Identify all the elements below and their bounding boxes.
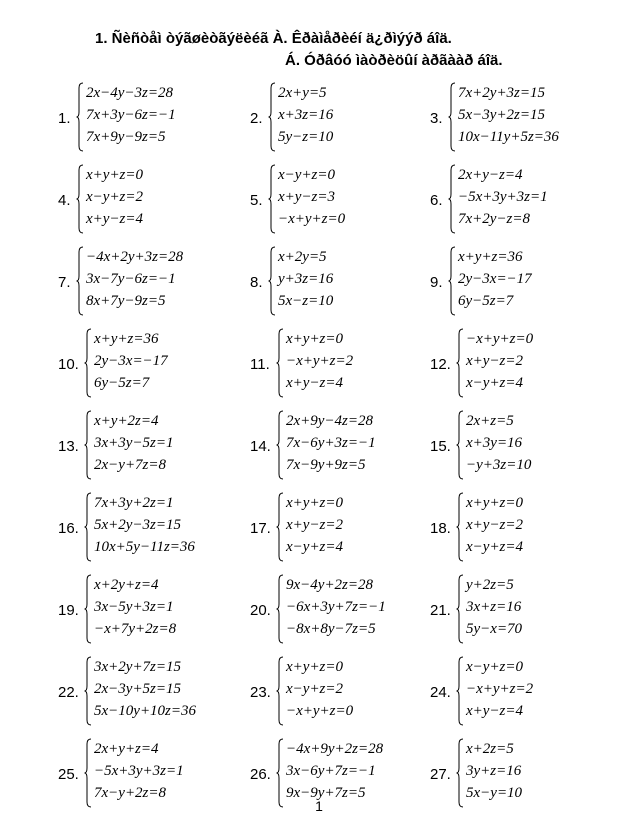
equation: x−y+z=0 [466, 659, 524, 675]
equation: x+y−z=3 [278, 189, 336, 205]
system-number: 15. [430, 438, 451, 455]
systems-row [58, 80, 618, 162]
equations [94, 738, 184, 804]
equation: x−y+z=2 [86, 189, 144, 205]
equation: 10x+5y−11z=36 [94, 539, 195, 555]
equations [458, 164, 548, 230]
equation: 5y−x=70 [466, 621, 523, 637]
equation-system [250, 162, 440, 242]
left-brace-icon [268, 164, 276, 234]
equation: x+y−z=2 [286, 517, 344, 533]
equation: x+y+z=0 [86, 167, 144, 183]
equation: 5x−y=10 [466, 785, 523, 801]
equation: 3x+3y−5z=1 [94, 435, 174, 451]
equation-system [58, 654, 248, 734]
equation: 2x+y−z=4 [458, 167, 523, 183]
equation: 3x−7y−6z=−1 [86, 271, 176, 287]
systems-grid [58, 80, 618, 818]
left-brace-icon [268, 82, 276, 152]
equations [466, 492, 523, 558]
equation: 5x+2y−3z=15 [94, 517, 182, 533]
system-number: 26. [250, 766, 271, 783]
equation: 2y−3x=−17 [458, 271, 532, 287]
left-brace-icon [84, 574, 92, 644]
systems-row [58, 244, 618, 326]
equations [94, 574, 176, 640]
equation: 3x+z=16 [466, 599, 522, 615]
system-number: 14. [250, 438, 271, 455]
equation: 2x+y=5 [278, 85, 327, 101]
equations [286, 328, 353, 394]
equation: x−y+z=4 [466, 375, 524, 391]
equation: x+y+z=36 [458, 249, 523, 265]
equations [466, 656, 533, 722]
equations [466, 410, 531, 476]
left-brace-icon [276, 656, 284, 726]
equation: x+3z=16 [278, 107, 334, 123]
system-number: 2. [250, 110, 263, 127]
equation-system [430, 80, 620, 160]
equation-system [250, 244, 440, 324]
equation: 7x−y+2z=8 [94, 785, 167, 801]
equation-system [430, 244, 620, 324]
equation: y+2z=5 [466, 577, 514, 593]
left-brace-icon [276, 574, 284, 644]
system-number: 6. [430, 192, 443, 209]
equation: −y+3z=10 [466, 457, 532, 473]
equation-system [250, 572, 440, 652]
equation: −x+y+z=0 [466, 331, 534, 347]
equation: 3x−5y+3z=1 [94, 599, 174, 615]
equation: 7x+3y−6z=−1 [86, 107, 176, 123]
equation-system [250, 490, 440, 570]
left-brace-icon [84, 656, 92, 726]
systems-row [58, 654, 618, 736]
system-number: 17. [250, 520, 271, 537]
equations [278, 164, 345, 230]
equation: x+y+z=0 [286, 495, 344, 511]
system-number: 9. [430, 274, 443, 291]
equations [86, 246, 183, 312]
equations [94, 410, 174, 476]
equations [286, 656, 353, 722]
system-number: 18. [430, 520, 451, 537]
equations [466, 738, 522, 804]
left-brace-icon [268, 246, 276, 316]
equation-system [250, 326, 440, 406]
equation: 7x−9y+9z=5 [286, 457, 366, 473]
equations [94, 328, 168, 394]
equation-system [58, 326, 248, 406]
equation: −5x+3y+3z=1 [458, 189, 548, 205]
left-brace-icon [76, 164, 84, 234]
equation: x−y+z=2 [286, 681, 344, 697]
equation-system [430, 490, 620, 570]
equation: 9x−9y+7z=5 [286, 785, 366, 801]
system-number: 1. [58, 110, 71, 127]
equation: 7x+2y−z=8 [458, 211, 531, 227]
equation: 10x−11y+5z=36 [458, 129, 559, 145]
equations [286, 492, 343, 558]
left-brace-icon [456, 656, 464, 726]
equation: x+y+z=0 [466, 495, 524, 511]
equation: x+3y=16 [466, 435, 523, 451]
equation: 2x−4y−3z=28 [86, 85, 174, 101]
equation: −x+y+z=2 [466, 681, 534, 697]
left-brace-icon [456, 574, 464, 644]
system-number: 11. [250, 356, 270, 373]
equation: 6y−5z=7 [94, 375, 150, 391]
system-number: 10. [58, 356, 79, 373]
equation: x+y−z=4 [466, 703, 524, 719]
equation: x+y−z=2 [466, 353, 524, 369]
equation: x−y+z=4 [286, 539, 344, 555]
equation: 2x−y+7z=8 [94, 457, 167, 473]
left-brace-icon [76, 246, 84, 316]
equation-system [250, 408, 440, 488]
equation: −x+y+z=0 [278, 211, 346, 227]
equation-system [250, 80, 440, 160]
equation: 6y−5z=7 [458, 293, 514, 309]
equations [458, 82, 559, 148]
equation-system [430, 654, 620, 734]
equation: −x+7y+2z=8 [94, 621, 177, 637]
task-line-2: Á. Óðâóó ìàòðèöûí àðãààð áîä. [285, 52, 503, 69]
equation: 9x−4y+2z=28 [286, 577, 374, 593]
equation: x+2y=5 [278, 249, 327, 265]
equation: −6x+3y+7z=−1 [286, 599, 386, 615]
left-brace-icon [84, 328, 92, 398]
system-number: 13. [58, 438, 79, 455]
equation: −x+y+z=0 [286, 703, 354, 719]
equation: −5x+3y+3z=1 [94, 763, 184, 779]
equation-system [430, 162, 620, 242]
systems-row [58, 572, 618, 654]
equation: x−y+z=4 [466, 539, 524, 555]
equation: −8x+8y−7z=5 [286, 621, 376, 637]
equation: −4x+9y+2z=28 [286, 741, 384, 757]
left-brace-icon [84, 492, 92, 562]
equation: 2y−3x=−17 [94, 353, 168, 369]
system-number: 16. [58, 520, 79, 537]
equation-system [58, 244, 248, 324]
equation-system [430, 572, 620, 652]
systems-row [58, 490, 618, 572]
page-number: 1 [315, 798, 323, 814]
equations [278, 82, 333, 148]
left-brace-icon [84, 410, 92, 480]
system-number: 8. [250, 274, 263, 291]
equations [458, 246, 532, 312]
equations [86, 82, 176, 148]
left-brace-icon [456, 410, 464, 480]
equation: 2x+9y−4z=28 [286, 413, 374, 429]
systems-row [58, 162, 618, 244]
equation: 2x+y+z=4 [94, 741, 159, 757]
equations [86, 164, 143, 230]
equation-system [58, 572, 248, 652]
equation: −x+y+z=2 [286, 353, 354, 369]
system-number: 27. [430, 766, 451, 783]
left-brace-icon [276, 410, 284, 480]
equations [286, 410, 376, 476]
equation: x+y+z=0 [286, 331, 344, 347]
equation: −4x+2y+3z=28 [86, 249, 184, 265]
systems-row [58, 408, 618, 490]
equation-system [430, 408, 620, 488]
equation: x+y+2z=4 [94, 413, 159, 429]
equation: x+y−z=4 [86, 211, 144, 227]
left-brace-icon [276, 328, 284, 398]
equation: 7x−6y+3z=−1 [286, 435, 376, 451]
equation-system [58, 80, 248, 160]
equation: x−y+z=0 [278, 167, 336, 183]
equation: y+3z=16 [278, 271, 334, 287]
equation: 2x−3y+5z=15 [94, 681, 182, 697]
equation: 5x−10y+10z=36 [94, 703, 197, 719]
equation: x+y+z=36 [94, 331, 159, 347]
system-number: 5. [250, 192, 263, 209]
equation: x+y+z=0 [286, 659, 344, 675]
equation: 7x+2y+3z=15 [458, 85, 546, 101]
equation: 5x−z=10 [278, 293, 334, 309]
equation: 8x+7y−9z=5 [86, 293, 166, 309]
equation: x+2z=5 [466, 741, 514, 757]
equation: x+2y+z=4 [94, 577, 159, 593]
system-number: 4. [58, 192, 71, 209]
system-number: 20. [250, 602, 271, 619]
left-brace-icon [448, 82, 456, 152]
equation: 5x−3y+2z=15 [458, 107, 546, 123]
equations [94, 656, 196, 722]
system-number: 23. [250, 684, 271, 701]
left-brace-icon [456, 328, 464, 398]
task-line-1: 1. Ñèñòåì òýãøèòãýëèéã À. Êðàìåðèéí ä¿ðìýýð áîä. [95, 30, 452, 47]
equation: 2x+z=5 [466, 413, 514, 429]
equation: 3y+z=16 [466, 763, 522, 779]
left-brace-icon [76, 82, 84, 152]
equation-system [58, 408, 248, 488]
left-brace-icon [448, 246, 456, 316]
equation: 5y−z=10 [278, 129, 334, 145]
equation-system [250, 654, 440, 734]
system-number: 3. [430, 110, 443, 127]
equation: x+y−z=4 [286, 375, 344, 391]
system-number: 12. [430, 356, 451, 373]
systems-row [58, 326, 618, 408]
equation-system [58, 490, 248, 570]
left-brace-icon [456, 492, 464, 562]
equation: 7x+9y−9z=5 [86, 129, 166, 145]
equation: 3x−6y+7z=−1 [286, 763, 376, 779]
equation: x+y−z=2 [466, 517, 524, 533]
equation: 7x+3y+2z=1 [94, 495, 174, 511]
equation-system [430, 326, 620, 406]
equations [286, 738, 383, 804]
system-number: 25. [58, 766, 79, 783]
equations [278, 246, 333, 312]
system-number: 21. [430, 602, 451, 619]
equations [94, 492, 195, 558]
equations [466, 574, 522, 640]
equations [286, 574, 386, 640]
left-brace-icon [448, 164, 456, 234]
system-number: 7. [58, 274, 71, 291]
equations [466, 328, 533, 394]
system-number: 24. [430, 684, 451, 701]
system-number: 19. [58, 602, 79, 619]
equation: 3x+2y+7z=15 [94, 659, 182, 675]
equation-system [58, 162, 248, 242]
system-number: 22. [58, 684, 79, 701]
left-brace-icon [276, 492, 284, 562]
